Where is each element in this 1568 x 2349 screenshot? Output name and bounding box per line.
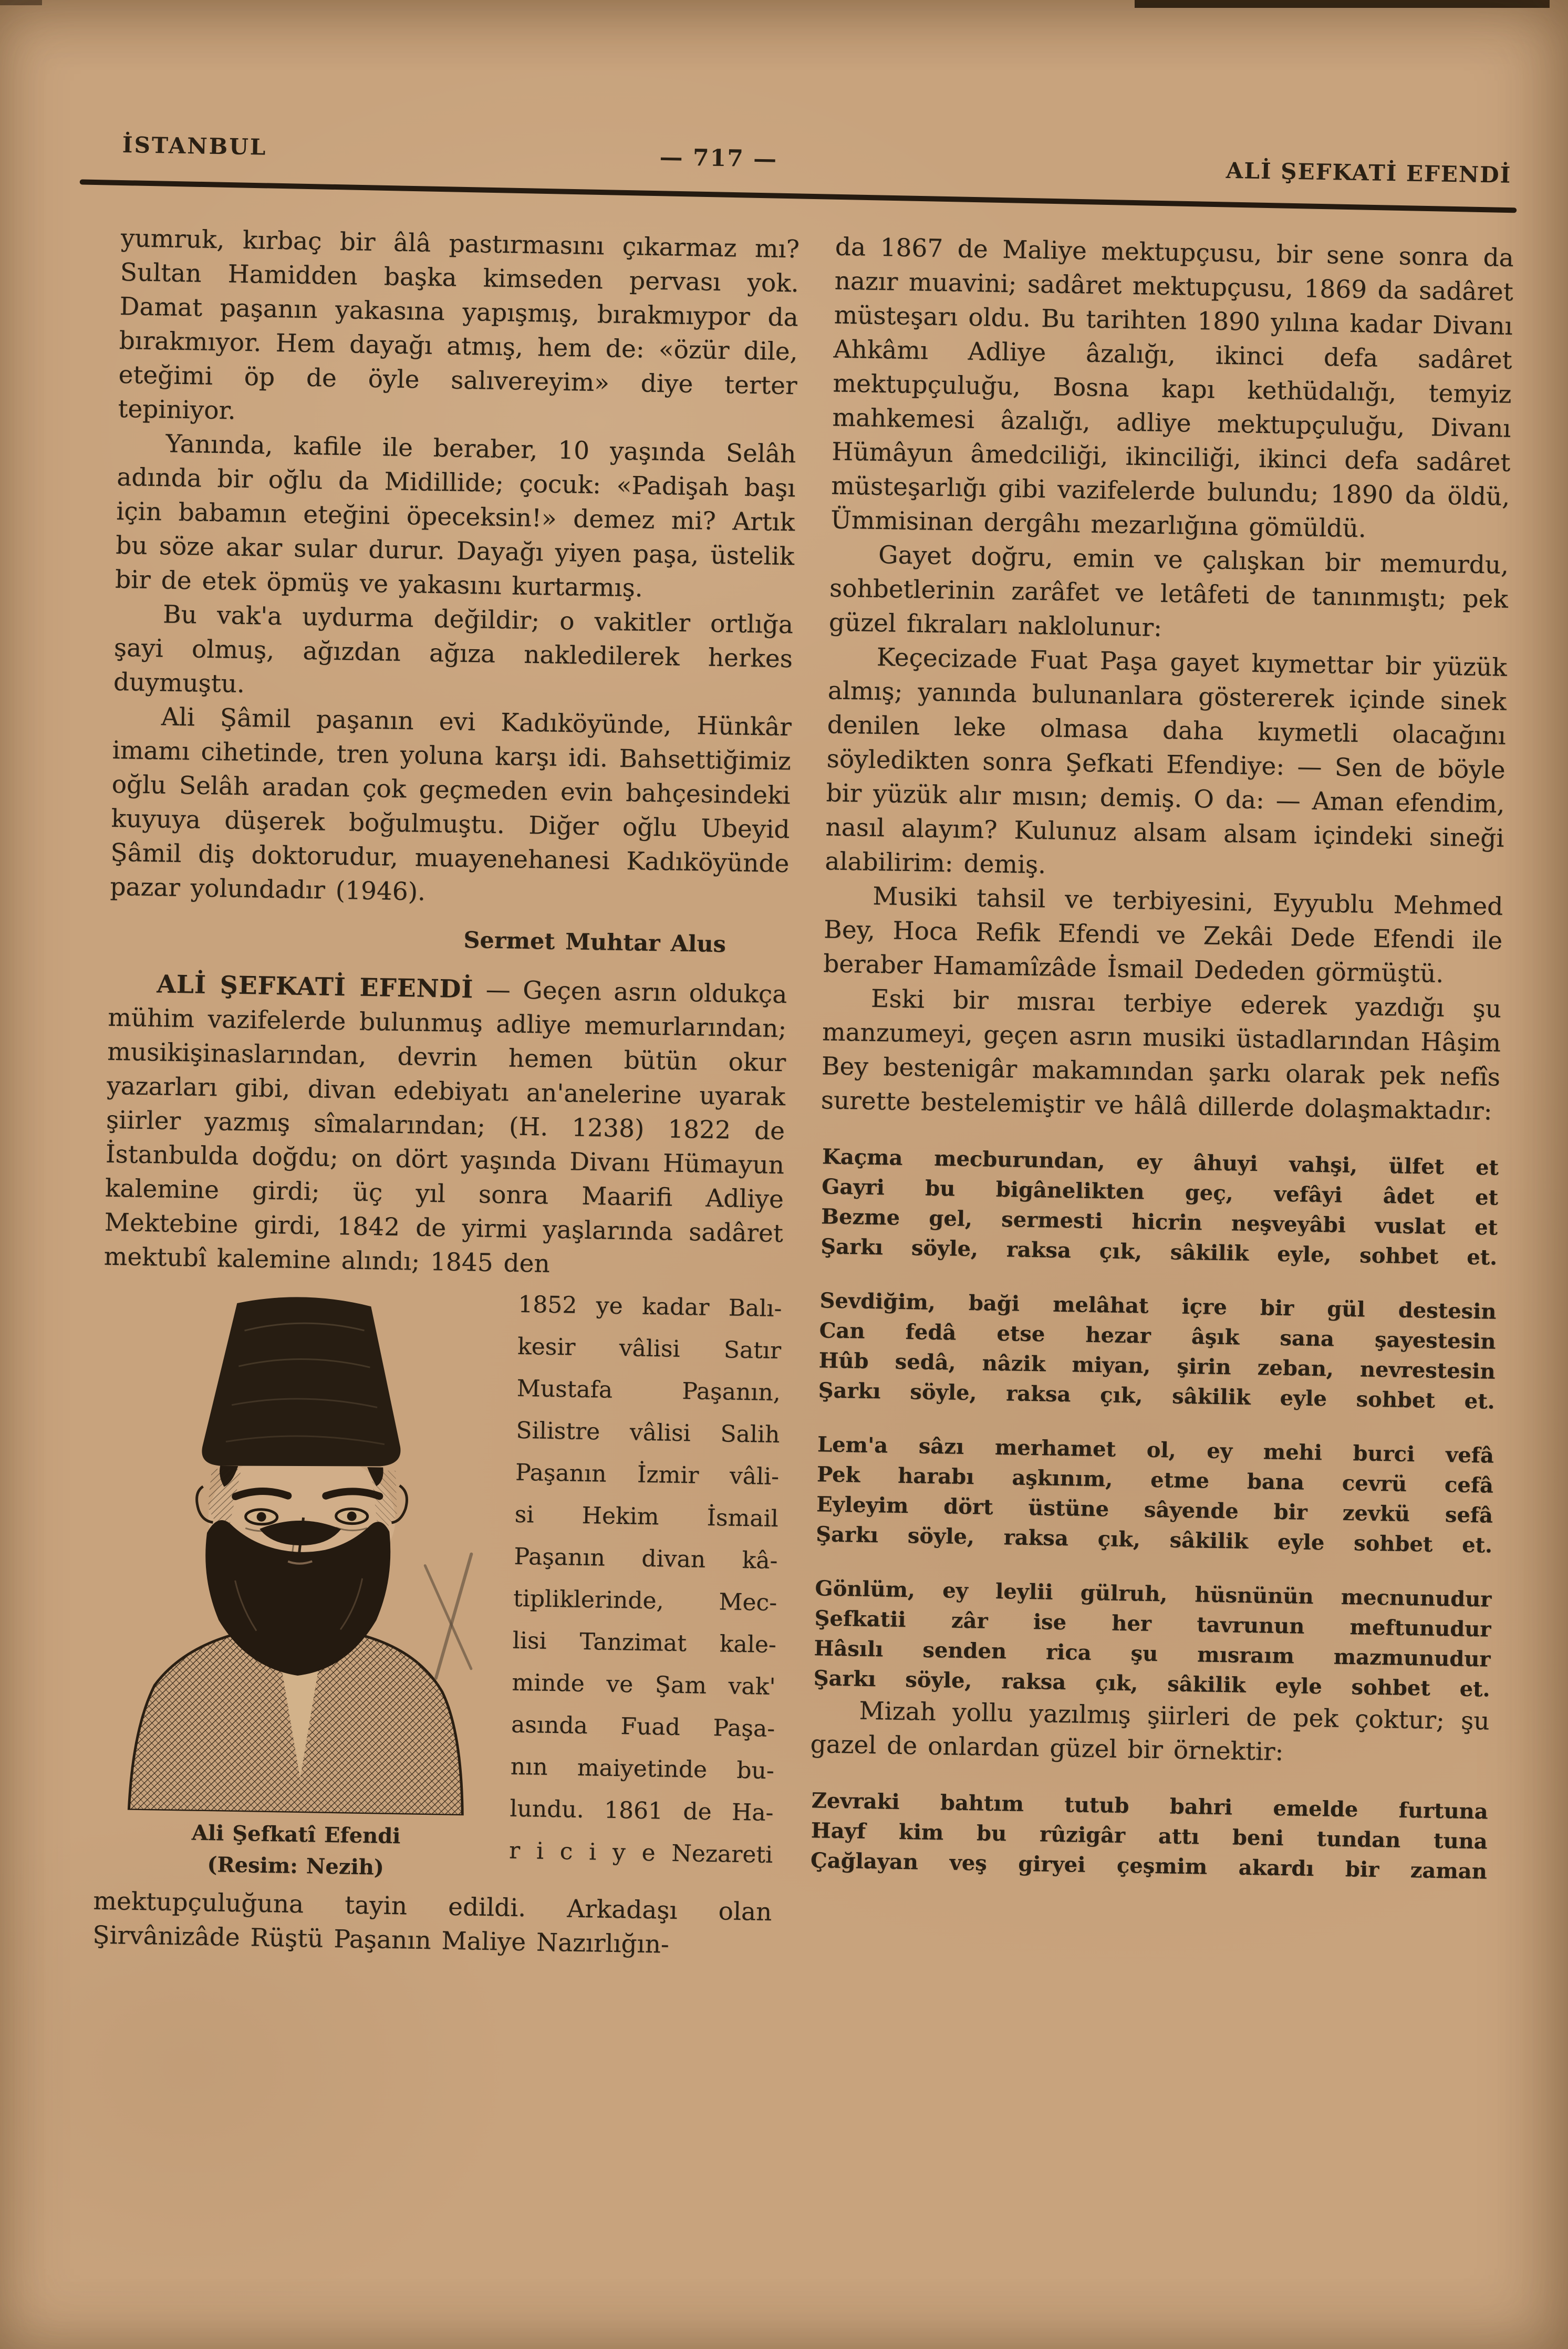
wrapped-line: minde ve Şam vak' bbox=[512, 1669, 776, 1701]
wrapped-line: lisi Tanzimat kale- bbox=[512, 1627, 777, 1659]
entry-headword: ALİ ŞEFKATİ EFENDİ bbox=[156, 970, 474, 1004]
scan-edge-artifact bbox=[1135, 0, 1550, 8]
pencil-x-mark bbox=[407, 1547, 498, 1690]
wrapped-line: kesir vâlisi Satır bbox=[517, 1333, 782, 1365]
wrapped-line: tipliklerinde, Mec- bbox=[513, 1585, 777, 1617]
portrait-caption-credit: (Resim: Nezih) bbox=[207, 1852, 385, 1880]
verse-line: Pek harabı aşkınım, etme bana cevrü cefâ bbox=[816, 1462, 1494, 1498]
verse-line: Hayf kim bu rûzigâr attı beni tundan tuna bbox=[811, 1818, 1488, 1854]
verse-stanza bbox=[813, 1573, 1492, 1704]
verse-stanza bbox=[816, 1429, 1494, 1560]
wrapped-line: si Hekim İsmail bbox=[514, 1501, 779, 1533]
paragraph: Yanında, kafile ile beraber, 10 yaşında Selâh adında bir oğlu da Midillide; çocuk: «Padişah başı için babamın eteğini öpeceksin!» demez mi? Artık bu söze akar sular durur. Dayağı yiyen paşa, üstelik bir de etek öpmüş ve yakasını kurtarmış. bbox=[115, 429, 796, 603]
verse-stanza bbox=[818, 1285, 1497, 1416]
paragraph: Mizah yollu yazılmış şiirleri de pek çoktur; şu gazel de onlardan güzel bir örnektir: bbox=[810, 1696, 1490, 1767]
author-signature: Sermet Muhtar Alus bbox=[463, 927, 726, 958]
verse-line: Şarkı söyle, raksa çık, sâkilik eyle sohbet et. bbox=[818, 1378, 1495, 1414]
wrapped-line: Mustafa Paşanın, bbox=[516, 1375, 781, 1407]
paragraph: mektupçuluğuna tayin edildi. Arkadaşı olan Şirvânizâde Rüştü Paşanın Maliye Nazırlığın- bbox=[92, 1886, 772, 1959]
verse-line: Can fedâ etse hezar âşık sana şayestesin bbox=[819, 1318, 1496, 1354]
verse-line: Lem'a sâzı merhamet ol, ey mehi burci vefâ bbox=[817, 1432, 1494, 1468]
verse-stanza bbox=[821, 1141, 1499, 1272]
running-head-journal: İSTANBUL bbox=[122, 132, 267, 160]
verse-line: Gönlüm, ey leylii gülruh, hüsnünün mecnunudur bbox=[815, 1576, 1492, 1612]
wrapped-line: lundu. 1861 de Ha- bbox=[510, 1795, 774, 1827]
running-head-entry: ALİ ŞEFKATİ EFENDİ bbox=[1226, 157, 1512, 188]
verse-line: Kaçma mecburundan, ey âhuyi vahşi, ülfet et bbox=[822, 1144, 1499, 1180]
verse-line: Hûb sedâ, nâzik miyan, şirin zeban, nevrestesin bbox=[818, 1348, 1496, 1384]
paragraph: Bu vak'a uydurma değildir; o vakitler ortlığa şayi olmuş, ağızdan ağıza nakledilerek herkes duymuştu. bbox=[113, 600, 794, 699]
verse-line: Sevdiğim, baği melâhat içre bir gül destesin bbox=[819, 1288, 1497, 1324]
right-column bbox=[808, 230, 1514, 1887]
portrait-caption: Ali Şefkatî Efendi bbox=[191, 1820, 401, 1849]
wrapped-line: nın maiyetinde bu- bbox=[510, 1753, 775, 1785]
verse-line: Hâsılı senden rica şu mısraım mazmunudur bbox=[814, 1636, 1491, 1672]
left-column bbox=[92, 221, 799, 1963]
verse-line: Gayri bu bigânelikten geç, vefâyi âdet et bbox=[821, 1174, 1499, 1210]
paragraph: Ali Şâmil paşanın evi Kadıköyünde, Hünkâr imamı cihetinde, tren yoluna karşı idi. Bahsettiğimiz oğlu Selâh aradan çok geçmeden evin bahçesindeki kuyuya düşerek boğulmuştu. Diğer oğlu Ubeyid Şâmil diş doktorudur, muayenehanesi Kadıköyünde pazar yolundadır (1946). bbox=[110, 702, 792, 907]
paragraph: Musiki tahsil ve terbiyesini, Eyyublu Mehmed Bey, Hoca Refik Efendi ve Zekâi Dede Efendi ile beraber Hamamîzâde İsmail Dededen görmüştü. bbox=[823, 881, 1503, 989]
paragraph: Gayet doğru, emin ve çalışkan bir memurdu, sohbetlerinin zarâfet ve letâfeti de tanınmıştı; pek güzel fıkraları naklolunur: bbox=[828, 541, 1509, 642]
verse-line: Şarkı söyle, raksa çık, sâkilik eyle, sohbet et. bbox=[820, 1234, 1498, 1270]
paragraph: da 1867 de Maliye mektupçusu, bir sene sonra da nazır muavini; sadâret mektupçusu, 1869 da sadâret müsteşarı oldu. Bu tarihten 1890 yılına kadar Divanı Ahkâmı Adliye âzalığı, ikinci defa sadâret mektupçuluğu, Bosna kapı kethüdalığı, temyiz mahkemesi âzalığı, adliye mektupçuluğu, Divanı Hümâyun âmedciliği, ikinciliği, ikinci defa sadâret müsteşarlığı gibi vazifelerde bulundu; 1890 da öldü, Ümmisinan dergâhı mezarlığına gömüldü. bbox=[830, 232, 1514, 544]
entry-paragraph bbox=[103, 966, 787, 1285]
paragraph: Eski bir mısraı terbiye ederek yazdığı şu manzumeyi, geçen asrın musiki üstadlarından Hâşim Bey bestenigâr makamından şarkı olarak pek nefîs surette bestelemiştir ve hâlâ dillerde dolaşmaktadır: bbox=[821, 984, 1502, 1126]
verse-line: Bezme gel, sermesti hicrin neşveyâbi vuslat et bbox=[821, 1204, 1498, 1240]
wrapped-line: Silistre vâlisi Salih bbox=[516, 1417, 780, 1449]
gazel-stanza bbox=[810, 1785, 1488, 1886]
paragraph: yumruk, kırbaç bir âlâ pastırmasını çıkarmaz mı? Sultan Hamidden başka kimseden pervası yok. Damat paşanın yakasına yapışmış, bırakmıypor da bırakmıyor. Hem dayağı atmış, hem de: «özür dile, eteğimi öp de öyle salıvereyim» diye terter tepiniyor. bbox=[118, 224, 800, 425]
wrapped-line: r i c i y e Nezareti bbox=[508, 1837, 773, 1869]
verse-line: Eyleyim dört üstüne sâyende bir zevkü sefâ bbox=[816, 1492, 1493, 1528]
wrapped-line: Paşanın İzmir vâli- bbox=[515, 1459, 780, 1491]
wrapped-line: asında Fuad Paşa- bbox=[511, 1711, 775, 1743]
verse-line: Şefkatii zâr ise her tavrunun meftunudur bbox=[814, 1606, 1491, 1642]
verse-line: Şarkı söyle, raksa çık, sâkilik eyle sohbet et. bbox=[813, 1666, 1490, 1702]
wrapped-line: Paşanın divan kâ- bbox=[514, 1543, 778, 1575]
entry-lead-text: — Geçen asrın oldukça mühim vazifelerde bulunmuş adliye memurlarından; musikişinaslarından, devrin hemen bütün okur yazarları gibi, divan edebiyatı an'anelerine uyarak şiirler yazmış sîmalarından; (H. 1238) 1822 de İstanbulda doğdu; on dört yaşında Divanı Hümayun kalemine girdi; üç yıl sonra Maarifi Adliye Mektebine girdi, 1842 de yirmi yaşlarında sadâret mektubî kalemine alındı; 1845 den bbox=[103, 975, 787, 1279]
page-number: — 717 — bbox=[659, 143, 778, 173]
wrapped-line: 1852 ye kadar Balı- bbox=[517, 1291, 782, 1323]
verse-line: Şarkı söyle, raksa çık, sâkilik eyle sohbet et. bbox=[815, 1522, 1493, 1558]
paragraph: Keçecizade Fuat Paşa gayet kıymettar bir yüzük almış; yanında bulunanlara göstererek içinde sinek denilen leke olmasa daha kıymetli olacağını söyledikten sonra Şefkati Efendiye: — Sen de böyle bir yüzük alır mısın; demiş. O da: — Aman efendim, nasıl alayım? Kulunuz alsam alsam içindeki sineği alabilirim: demiş. bbox=[825, 642, 1508, 880]
verse-line: Çağlayan veş giryei çeşmim akardı bir zaman bbox=[810, 1848, 1488, 1884]
verse-line: Zevraki bahtım tutub bahri emelde furtuna bbox=[811, 1788, 1489, 1824]
